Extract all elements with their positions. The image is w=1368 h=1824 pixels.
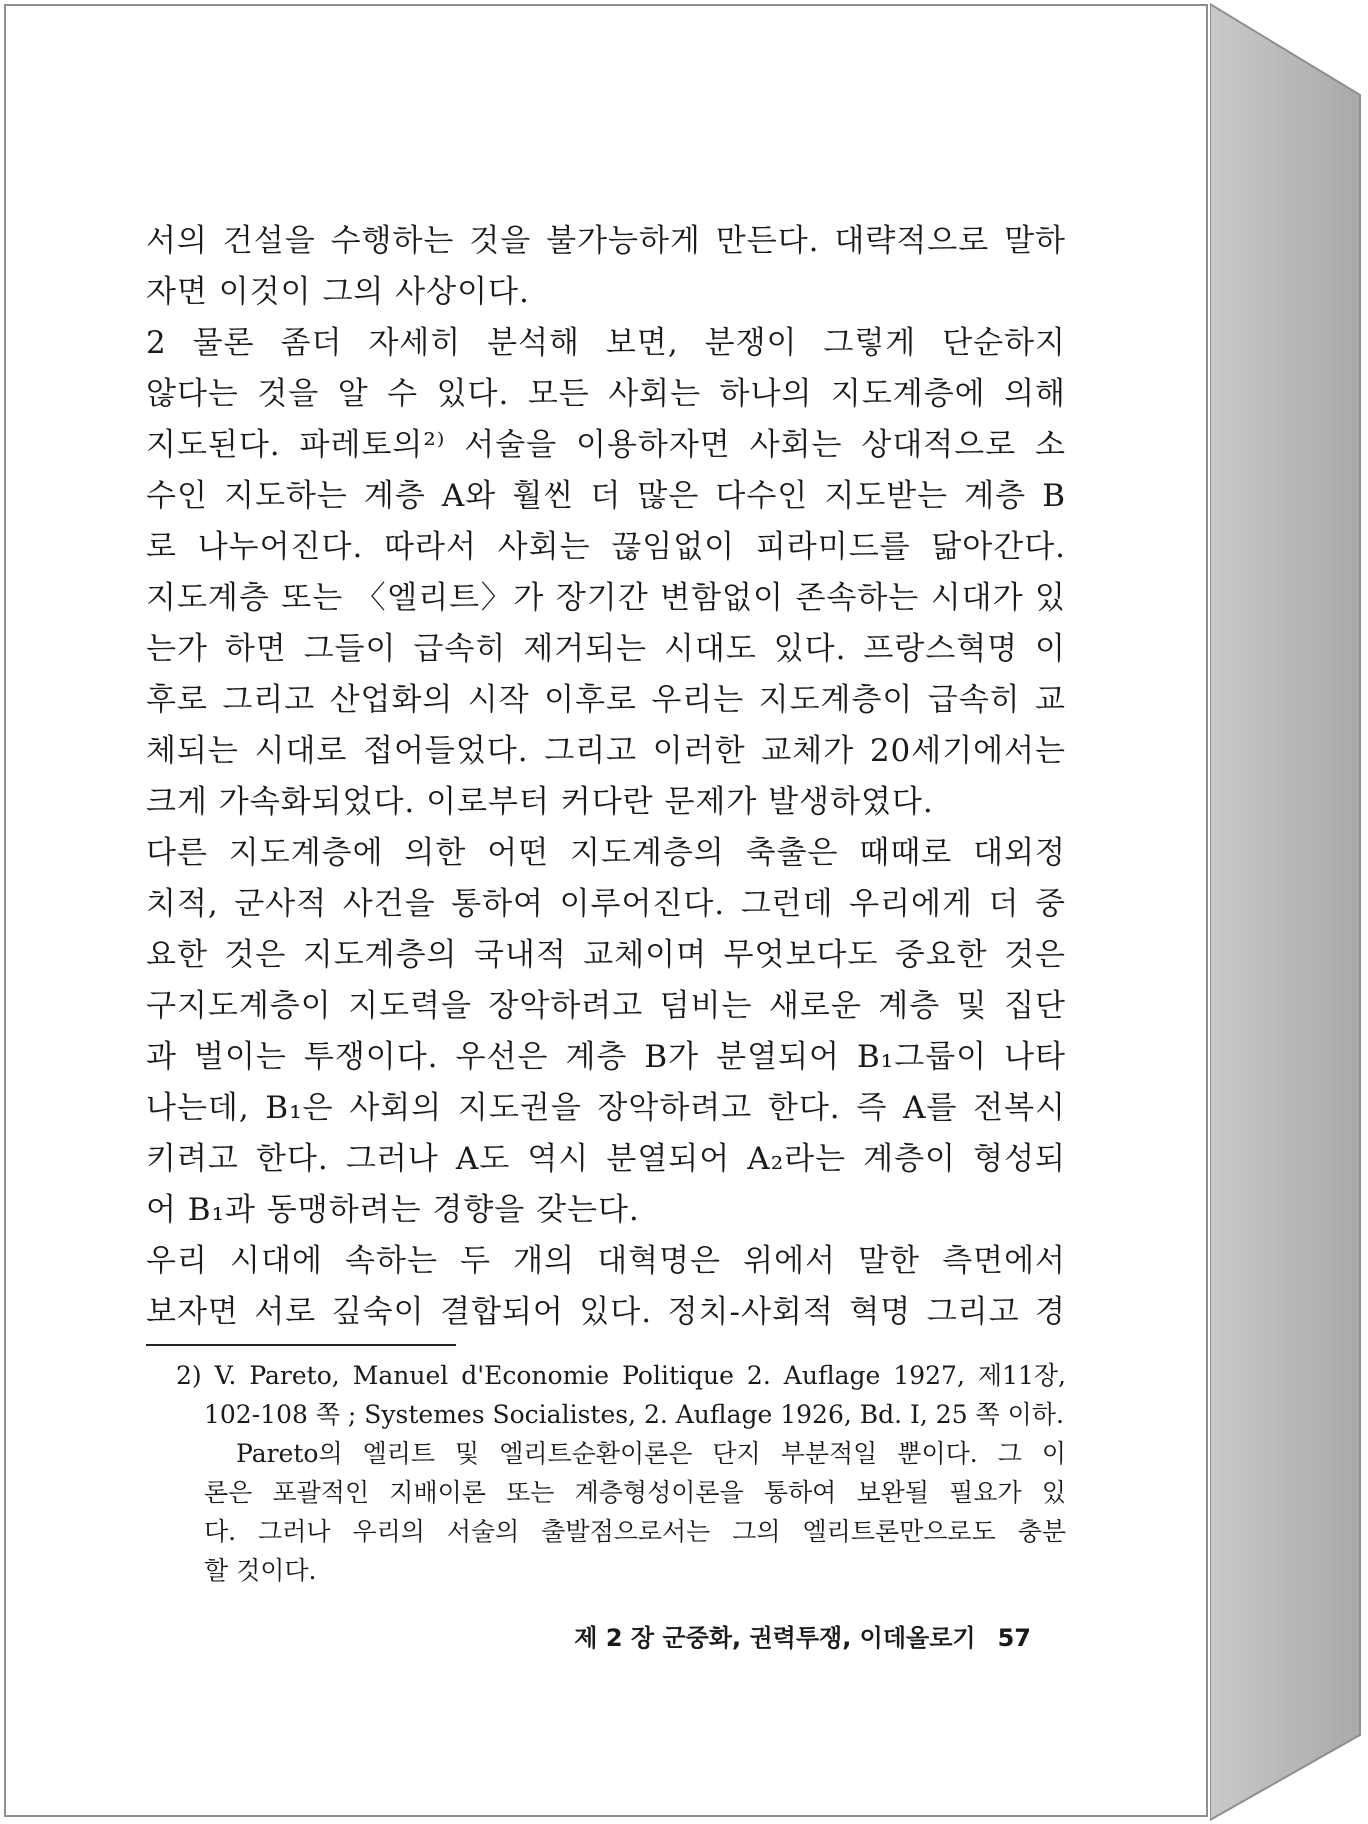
body-line: 나는데, B₁은 사회의 지도권을 장악하려고 한다. 즉 A를 전복시 — [146, 1090, 1066, 1126]
body-line: 키려고 한다. 그러나 A도 역시 분열되어 A₂라는 계층이 형성되 — [146, 1141, 1066, 1177]
body-line: 후로 그리고 산업화의 시작 이후로 우리는 지도계층이 급속히 교 — [146, 682, 1066, 718]
footnote-line: 102-108 쪽 ; Systemes Socialistes, 2. Auflage 1926, Bd. I, 25 쪽 이하. — [204, 1400, 1064, 1429]
running-footer: 제 2 장 군중화, 권력투쟁, 이데올로기 — [574, 1624, 976, 1652]
book-page — [4, 4, 1208, 1817]
book-spine — [1210, 0, 1368, 1824]
body-line: 지도계층 또는 〈엘리트〉가 장기간 변함없이 존속하는 시대가 있 — [146, 580, 1066, 616]
body-line: 체되는 시대로 접어들었다. 그리고 이러한 교체가 20세기에서는 — [146, 733, 1066, 769]
body-line: 구지도계층이 지도력을 장악하려고 덤비는 새로운 계층 및 집단 — [146, 988, 1066, 1024]
page-number: 57 — [997, 1624, 1031, 1652]
body-line: 다른 지도계층에 의한 어떤 지도계층의 축출은 때때로 대외정 — [146, 835, 1066, 871]
body-line: 로 나누어진다. 따라서 사회는 끊임없이 피라미드를 닮아간다. — [146, 529, 1066, 565]
body-line: 수인 지도하는 계층 A와 훨씬 더 많은 다수인 지도받는 계층 B — [146, 478, 1066, 514]
body-line: 우리 시대에 속하는 두 개의 대혁명은 위에서 말한 측면에서 — [146, 1243, 1066, 1279]
body-text — [146, 216, 1066, 1590]
body-line: 지도된다. 파레토의²⁾ 서술을 이용하자면 사회는 상대적으로 소 — [146, 427, 1066, 463]
footnote-line: Pareto의 엘리트 및 엘리트순환이론은 단지 부분적일 뿐이다. 그 이 — [236, 1439, 1066, 1468]
footnote-line: 2) V. Pareto, Manuel d'Economie Politique 2. Auflage 1927, 제11장, — [176, 1361, 1066, 1390]
body-line: 치적, 군사적 사건을 통하여 이루어진다. 그런데 우리에게 더 중 — [146, 886, 1066, 922]
body-line: 과 벌이는 투쟁이다. 우선은 계층 B가 분열되어 B₁그룹이 나타 — [146, 1039, 1066, 1075]
page-footer — [146, 1618, 1031, 1653]
body-line: 서의 건설을 수행하는 것을 불가능하게 만든다. 대략적으로 말하 — [146, 223, 1066, 259]
body-line: 자면 이것이 그의 사상이다. — [146, 274, 530, 310]
body-line: 2 물론 좀더 자세히 분석해 보면, 분쟁이 그렇게 단순하지 — [146, 325, 1066, 361]
footnote-line: 론은 포괄적인 지배이론 또는 계층형성이론을 통하여 보완될 필요가 있 — [204, 1478, 1066, 1507]
body-line: 크게 가속화되었다. 이로부터 커다란 문제가 발생하였다. — [146, 784, 934, 820]
footnote-line: 할 것이다. — [204, 1556, 317, 1585]
body-line: 는가 하면 그들이 급속히 제거되는 시대도 있다. 프랑스혁명 이 — [146, 631, 1066, 667]
body-line: 않다는 것을 알 수 있다. 모든 사회는 하나의 지도계층에 의해 — [146, 376, 1066, 412]
body-line: 어 B₁과 동맹하려는 경향을 갖는다. — [146, 1192, 640, 1228]
footnote-line: 다. 그러나 우리의 서술의 출발점으로서는 그의 엘리트론만으로도 충분 — [204, 1517, 1066, 1546]
body-line: 요한 것은 지도계층의 국내적 교체이며 무엇보다도 중요한 것은 — [146, 937, 1066, 973]
body-line: 보자면 서로 깊숙이 결합되어 있다. 정치-사회적 혁명 그리고 경 — [146, 1294, 1066, 1330]
footnote-separator — [146, 1344, 456, 1346]
